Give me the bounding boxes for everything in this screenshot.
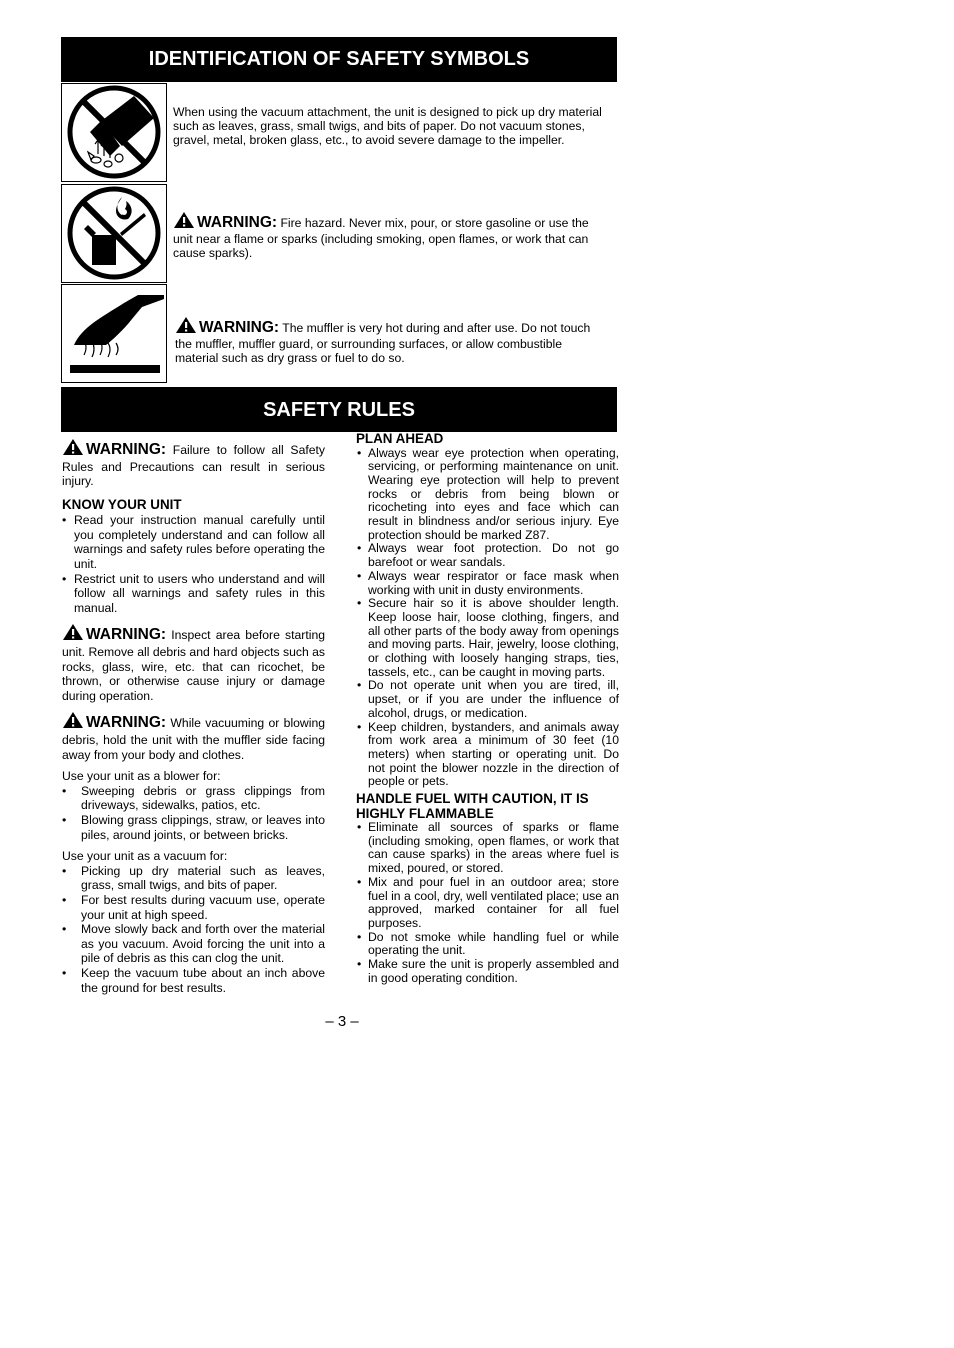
- warning-label: WARNING:: [86, 441, 167, 458]
- list-item: • Restrict unit to users who understand and will follow all warnings and safety rules in this manual.: [62, 572, 325, 616]
- no-fire-fuel-icon: [62, 185, 166, 282]
- warning-triangle-icon: [173, 211, 195, 232]
- warning-triangle-icon: [175, 316, 197, 337]
- list-item: • Picking up dry material such as leaves, grass, small twigs, and bits of paper.: [62, 864, 325, 893]
- rules-left-column: [62, 438, 325, 995]
- list-item: • Move slowly back and forth over the material as you vacuum. Avoid forcing the unit into a pile of debris as this can clog the unit.: [62, 922, 325, 966]
- warning-paragraph: [62, 711, 325, 762]
- list-item: • Make sure the unit is properly assembled and in good operating condition.: [356, 958, 619, 985]
- list-item: • Do not operate unit when you are tired, ill, upset, or if you are under the influence of alcohol, drugs, or medication.: [356, 679, 619, 720]
- list-item: • Read your instruction manual carefully until you completely understand and can follow all warnings and safety rules before operating the unit.: [62, 513, 325, 571]
- rules-right-column: [356, 432, 619, 986]
- symbol-box-hot-surface: [61, 284, 167, 383]
- blower-list: [62, 784, 325, 842]
- hot-surface-hand-icon: [62, 285, 166, 382]
- list-item: • Keep children, bystanders, and animals away from work area a minimum of 30 feet (10 meters) when starting or operating unit. Do not point the blower nozzle in the direction of people or pets.: [356, 721, 619, 790]
- list-item: • Always wear eye protection when operating, servicing, or performing maintenance on unit. Wearing eye protection will help to prevent rocks or debris from being blown or ricocheting into eyes and face which can result in blindness and/or serious injury. Eye protection should be marked Z87.: [356, 447, 619, 543]
- vacuum-intro: Use your unit as a vacuum for:: [62, 849, 228, 864]
- list-item: • Keep the vacuum tube about an inch above the ground for best results.: [62, 966, 325, 995]
- symbol-text-fire: [173, 211, 603, 260]
- symbol-text-vacuum: When using the vacuum attachment, the unit is designed to pick up dry material such as leaves, grass, small twigs, and bits of paper. Do not vacuum stones, gravel, metal, broken glass, etc., to avoid severe damage to the impeller.: [173, 105, 602, 147]
- symbol-text-hot: [175, 316, 605, 365]
- know-your-unit-list: [62, 513, 325, 615]
- list-item: • Sweeping debris or grass clippings from driveways, sidewalks, patios, etc.: [62, 784, 325, 813]
- warning-label: WARNING:: [86, 714, 167, 732]
- warning-text: Fire hazard. Never mix, pour, or store gasoline or use the unit near a flame or sparks (including smoking, open flames, or work that can cause sparks).: [173, 216, 589, 260]
- warning-triangle-icon: [62, 623, 84, 645]
- section-title-safety-symbols: IDENTIFICATION OF SAFETY SYMBOLS: [61, 37, 617, 82]
- no-vacuuming-debris-icon: [62, 84, 166, 181]
- list-item: • Blowing grass clippings, straw, or leaves into piles, around joints, or between bricks.: [62, 813, 325, 842]
- list-item: • Secure hair so it is above shoulder length. Keep loose hair, loose clothing, fingers, and all other parts of the body away from openings and moving parts. Hair, jewelry, loose clothing, or clothing with loosely hanging straps, ties, tassels, etc., can be caught in moving parts.: [356, 597, 619, 679]
- list-item: • Eliminate all sources of sparks or flame (including smoking, open flames, or work that can cause sparks) in the areas where fuel is mixed, poured, or stored.: [356, 821, 619, 876]
- warning-paragraph: [62, 623, 325, 703]
- warning-label: WARNING:: [199, 319, 280, 336]
- warning-label: WARNING:: [197, 214, 278, 231]
- list-item: • Mix and pour fuel in an outdoor area; store fuel in a cool, dry, well ventilated place; use an approved, marked container for all fuel purposes.: [356, 876, 619, 931]
- section-title-safety-rules: SAFETY RULES: [61, 387, 617, 432]
- handle-fuel-list: [356, 821, 619, 985]
- symbol-box-vacuum: [61, 83, 167, 182]
- list-item: • Do not smoke while handling fuel or while operating the unit.: [356, 931, 619, 958]
- list-item: • Always wear foot protection. Do not go barefoot or wear sandals.: [356, 542, 619, 569]
- warning-text: The muffler is very hot during and after use. Do not touch the muffler, muffler guard, or surrounding surfaces, or allow combustible material such as dry grass or fuel to do so.: [175, 321, 591, 365]
- page-number: – 3 –: [325, 1013, 359, 1030]
- blower-intro: Use your unit as a blower for:: [62, 769, 221, 784]
- know-your-unit-heading: KNOW YOUR UNIT: [62, 496, 182, 512]
- list-item: • For best results during vacuum use, operate your unit at high speed.: [62, 893, 325, 922]
- warning-triangle-icon: [62, 711, 84, 733]
- plan-ahead-list: [356, 447, 619, 790]
- warning-label: WARNING:: [86, 626, 167, 644]
- list-item: • Always wear respirator or face mask when working with unit in dusty environments.: [356, 570, 619, 597]
- plan-ahead-heading: PLAN AHEAD: [356, 431, 444, 446]
- symbol-box-fire: [61, 184, 167, 283]
- warning-triangle-icon: [62, 438, 84, 460]
- warning-text: Failure to follow all Safety Rules and Precautions can result in serious injury.: [62, 443, 325, 489]
- warning-text: Inspect area before starting unit. Remove all debris and hard objects such as rocks, glass, wire, etc. that can ricochet, be thrown, or otherwise cause injury or damage during operation.: [62, 628, 326, 703]
- warning-text: While vacuuming or blowing debris, hold the unit with the muffler side facing away from your body and clothes.: [62, 716, 325, 762]
- vacuum-list: [62, 864, 325, 995]
- handle-fuel-heading: HANDLE FUEL WITH CAUTION, IT IS HIGHLY FLAMMABLE: [356, 791, 589, 821]
- warning-paragraph: [62, 438, 325, 489]
